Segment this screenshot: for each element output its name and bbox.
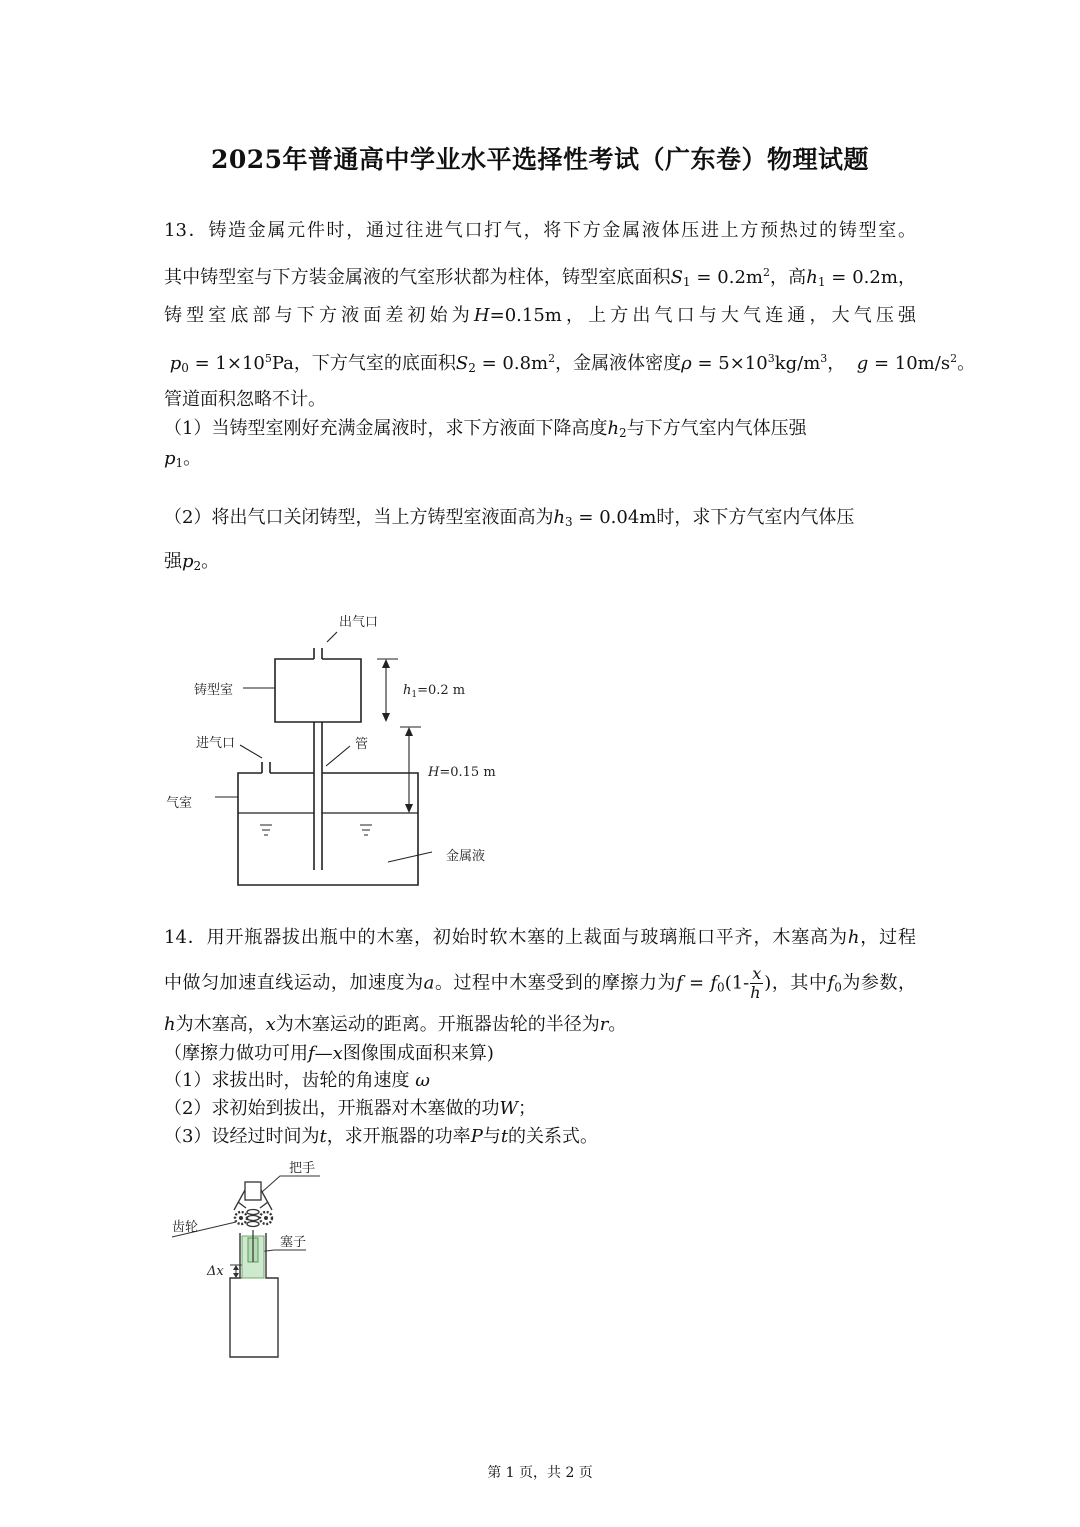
- inlet-label: 进气口: [196, 736, 236, 751]
- q14-part-2: （2）求初始到拔出，开瓶器对木塞做的功W；: [164, 1098, 536, 1119]
- cork-label: 塞子: [280, 1235, 307, 1250]
- page-footer: 第 1 页，共 2 页: [487, 1465, 593, 1481]
- H-label: H=0.15 m: [428, 765, 496, 780]
- q13-part-1-cont: $p_1$。: [164, 448, 202, 470]
- gear-label: 齿轮: [172, 1220, 199, 1235]
- q13-line-2: 其中铸型室与下方装金属液的气室形状都为柱体，铸型室底面积$S_1 = 0.2m^2$，高$h_1 = 0.2m$，: [164, 266, 916, 289]
- q14-line-4: （摩擦力做功可用f—x图像围成面积来算): [164, 1043, 494, 1064]
- q14-part-1: （1）求拔出时，齿轮的角速度 ω: [164, 1070, 430, 1091]
- h1-label: $h_1=0.2$ m: [403, 683, 466, 700]
- chamber-label: 气室: [166, 796, 193, 811]
- q13-part-2-cont: 强$p_2$。: [164, 551, 220, 573]
- gear-right-icon: [260, 1212, 272, 1224]
- pipe-label: 管: [355, 737, 369, 752]
- q13-part-2: （2）将出气口关闭铸型，当上方铸型室液面高为$h_3 = 0.04m$时，求下方气室内气体压: [164, 507, 855, 529]
- q14-line-2: 中做匀加速直线运动，加速度为a。过程中木塞受到的摩擦力为$f = f_0(1-$ $\frac{x}{h}$ )，其中$f_0$为参数，: [164, 964, 917, 1002]
- page-title: 2025年普通高中学业水平选择性考试（广东卷）物理试题: [210, 145, 870, 174]
- q13-line-3: 铸型室底部与下方液面差初始为H=0.15m，上方出气口与大气连通，大气压强: [164, 305, 917, 326]
- q13-part-1: （1）当铸型室刚好充满金属液时，求下方液面下降高度$h_2$与下方气室内气体压强: [164, 418, 807, 440]
- q14-line-3: h为木塞高，x为木塞运动的距离。开瓶器齿轮的半径为r。: [164, 1014, 627, 1035]
- casting-apparatus-figure: [160, 605, 520, 895]
- outlet-label: 出气口: [339, 615, 379, 630]
- q14-part-3: （3）设经过时间为t，求开瓶器的功率P与t的关系式。: [164, 1126, 599, 1147]
- dx-label: Δx: [207, 1264, 224, 1279]
- q13-line-4: $p_0 = 1\times 10^5Pa$，下方气室的底面积$S_2 = 0.8m^2$，金属液体密度$\rho = 5\times 10^3kg/m^3$， $g = 10m/s^2$。: [169, 352, 976, 375]
- liquid-label: 金属液: [446, 849, 486, 864]
- q13-line-5: 管道面积忽略不计。: [164, 389, 326, 410]
- q14-line-1: 14．用开瓶器拔出瓶中的木塞，初始时软木塞的上裁面与玻璃瓶口平齐，木塞高为h，过程: [164, 927, 916, 948]
- mold-label: 铸型室: [194, 683, 234, 698]
- q13-line-1: 13．铸造金属元件时，通过往进气口打气，将下方金属液体压进上方预热过的铸型室。: [164, 220, 916, 241]
- bottle-opener-figure: [160, 1150, 340, 1365]
- gear-left-icon: [235, 1212, 247, 1224]
- handle-label: 把手: [289, 1161, 316, 1176]
